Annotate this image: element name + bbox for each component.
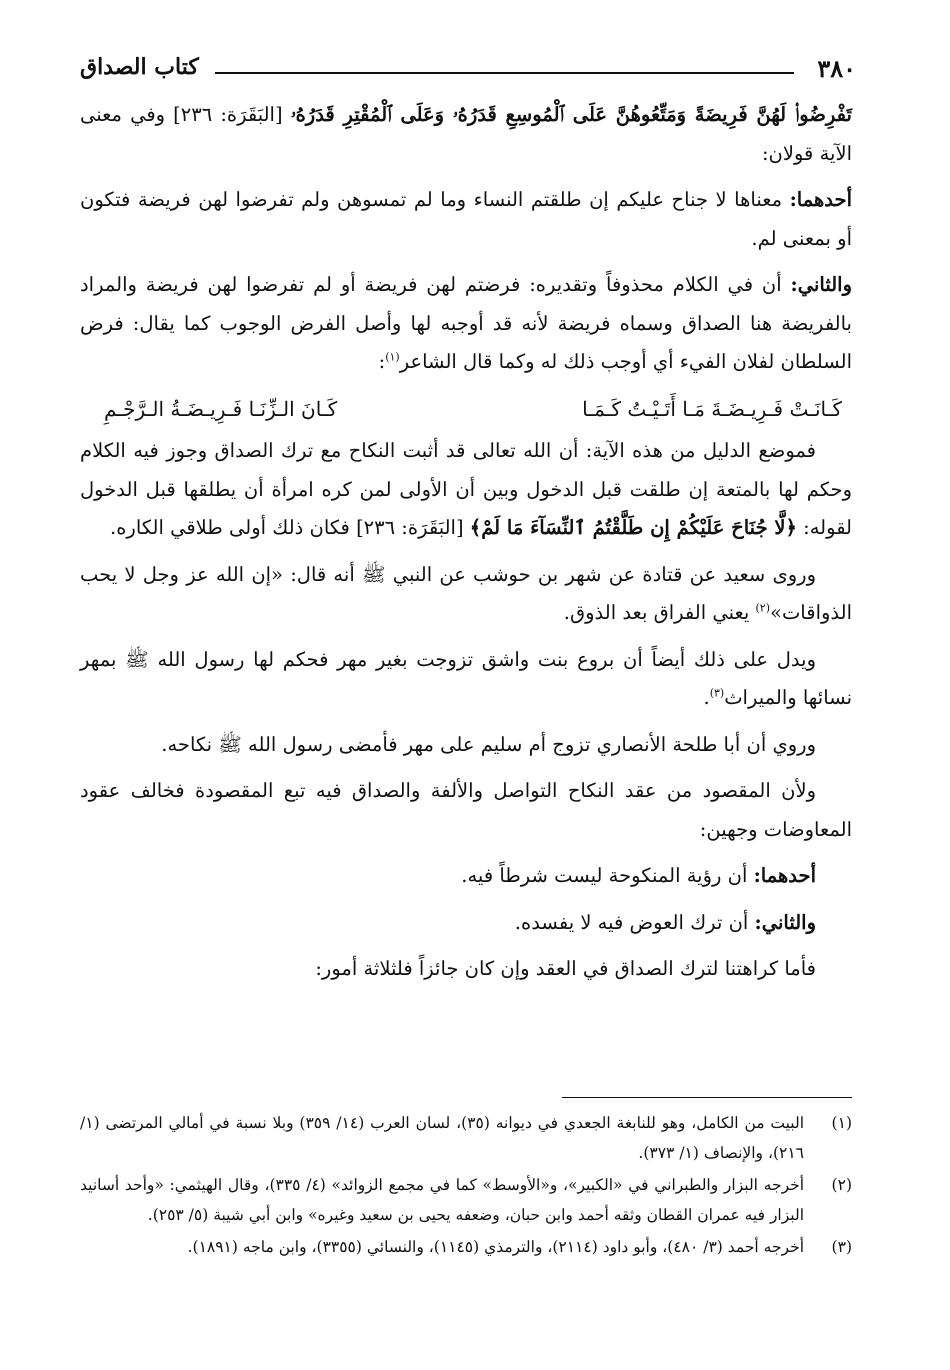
- text-span: :: [378, 350, 386, 373]
- text-span: أن رؤية المنكوحة ليست شرطاً فيه.: [461, 864, 754, 887]
- verse-first-hemistich: كَـانَـتْ فَـرِيـضَـةَ مَـا أَتَـيْـتُ كَـمَـا: [582, 396, 842, 421]
- footnote-ref[interactable]: (٣): [709, 686, 725, 700]
- page-header: [80, 50, 856, 90]
- text-span: [البَقَرَة: ٢٣٦] فكان ذلك أولى طلاقي الكاره.: [110, 516, 470, 539]
- footnote-number: (٢): [831, 1176, 852, 1194]
- lead-word: والثاني:: [754, 910, 816, 934]
- footnote-text: أخرجه البزار والطبراني في «الكبير»، و«الأوسط» كما في مجمع الزوائد» (٤/ ٣٣٥)، وقال الهيثمي: «وأحد أسانيد البزار فيه عمران القطان وثقه أحمد وابن حبان، وضعفه يحيى بن سعيد وغيره» وابن أبي شيبة (٥/ ٢٥٣).: [80, 1176, 805, 1224]
- lead-word: أحدهما:: [753, 864, 816, 887]
- text-span: أن ترك العوض فيه لا يفسده.: [514, 910, 755, 934]
- footnote-ref[interactable]: (١): [385, 350, 400, 364]
- quran-quote: ﴿لَّا جُنَاحَ عَلَيْكُمْ إِن طَلَّقْتُمُ ٱلنِّسَآءَ مَا لَمْ﴾: [469, 516, 797, 539]
- footnote: [80, 1170, 852, 1230]
- paragraph: [80, 96, 852, 173]
- text-span: معناها لا جناح عليكم إن طلقتم النساء وما لم تمسوهن ولم تفرضوا لهن فريضة فتكون أو بمعنى لم.: [80, 188, 852, 250]
- paragraph: [80, 266, 852, 382]
- paragraph: [80, 556, 852, 633]
- running-title: كتاب الصداق: [80, 54, 199, 80]
- paragraph: [80, 181, 852, 258]
- text-span: فموضع الدليل من هذه الآية: أن الله تعالى قد أثبت النكاح مع ترك الصداق وجوز فيه الكلام وحكم لها بالمتعة إن طلقت قبل الدخول وبين أن الأولى لمن كره امرأة أن يطلقها قبل الدخول لقوله:: [80, 439, 852, 539]
- footnotes: [80, 1108, 852, 1264]
- text-span: ويدل على ذلك أيضاً أن بروع بنت واشق تزوجت بغير مهر فحكم لها رسول الله ﷺ بمهر نسائها والميراث: [80, 647, 852, 709]
- page-number: ٣٨٠: [817, 54, 856, 83]
- paragraph: [80, 950, 852, 989]
- footnote-separator: [562, 1097, 852, 1098]
- text-span: [البَقَرَة: ٢٣٦] وفي معنى الآية قولان:: [80, 103, 852, 165]
- footnote-number: (٣): [831, 1238, 852, 1256]
- footnote: [80, 1108, 852, 1168]
- footnote-text: أخرجه أحمد (٣/ ٤٨٠)، وأبو داود (٢١١٤)، والترمذي (١١٤٥)، والنسائي (٣٣٥٥)، وابن ماجه (١٨٩١).: [187, 1238, 804, 1256]
- paragraph: [80, 772, 852, 849]
- text-span: فأما كراهتنا لترك الصداق في العقد وإن كان جائزاً فلثلاثة أمور:: [315, 957, 816, 980]
- text-span: ولأن المقصود من عقد النكاح التواصل والألفة والصداق فيه تبع المقصودة فخالف عقود المعاوضات وجهين:: [80, 779, 852, 841]
- poetry-verse: [80, 390, 852, 429]
- text-span: وروي أن أبا طلحة الأنصاري تزوج أم سليم على مهر فأمضى رسول الله ﷺ نكاحه.: [161, 732, 816, 756]
- lead-word: أحدهما:: [789, 188, 852, 211]
- header-rule: [215, 72, 794, 74]
- footnote: [80, 1232, 852, 1262]
- paragraph: [80, 904, 852, 943]
- verse-second-hemistich: كَـانَ الـزِّنَـا فَـرِيـضَـةُ الـرَّجْـمِ: [104, 396, 338, 421]
- main-text: [80, 96, 852, 997]
- paragraph: [80, 641, 852, 718]
- paragraph: [80, 857, 852, 896]
- footnote-text: البيت من الكامل، وهو للنابغة الجعدي في ديوانه (٣٥)، لسان العرب (١٤/ ٣٥٩) وبلا نسبة في أمالي المرتضى (١/ ٢١٦)، والإنصاف (١/ ٣٧٣).: [80, 1114, 805, 1162]
- paragraph: [80, 726, 852, 765]
- footnote-ref[interactable]: (٢): [755, 601, 771, 615]
- text-span: أن في الكلام محذوفاً وتقديره: فرضتم لهن فريضة أو لم تفرضوا لهن فريضة والمراد بالفريضة هنا الصداق وسماه فريضة لأنه قد أوجبه لها وأصل الفرض الوجوب كما يقال: فرض السلطان لفلان الفيء أي أوجب ذلك له وكما قال الشاعر: [80, 273, 852, 373]
- paragraph: [80, 432, 852, 548]
- text-span: .: [703, 686, 710, 709]
- quran-quote: تَفْرِضُوا۟ لَهُنَّ فَرِيضَةً وَمَتِّعُوهُنَّ عَلَى ٱلْمُوسِعِ قَدَرُهُۥ وَعَلَى ٱلْمُقْتِرِ قَدَرُهُۥ: [290, 103, 852, 126]
- text-span: يعني الفراق بعد الذوق.: [563, 601, 756, 624]
- footnote-number: (١): [831, 1114, 852, 1132]
- lead-word: والثاني:: [790, 273, 852, 296]
- text-span: وروى سعيد عن قتادة عن شهر بن حوشب عن النبي ﷺ أنه قال: «إن الله عز وجل لا يحب الذواقات»: [80, 562, 852, 624]
